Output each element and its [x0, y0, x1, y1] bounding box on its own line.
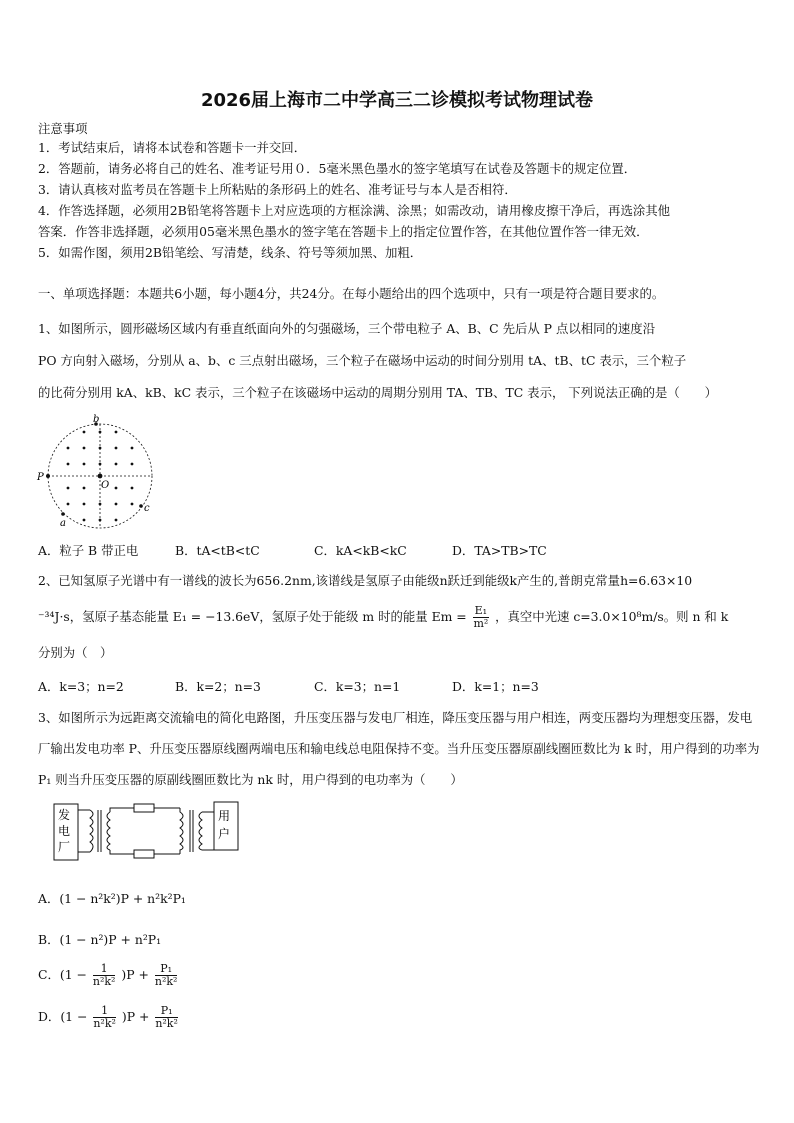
q2-text: ，真空中光速 c=3.0×10⁸m/s。则 n 和 k [495, 609, 729, 624]
q1-text: 1、如图所示，圆形磁场区域内有垂直纸面向外的匀强磁场，三个带电粒子 A、B、C 先后从 P 点以相同的速度沿 [38, 321, 656, 336]
fig-label: 厂 [58, 840, 71, 854]
energy-fraction [473, 605, 489, 630]
q2-option-b: B．k=2；n=3 [175, 679, 261, 694]
fraction [93, 963, 116, 988]
fraction-denominator: n²k² [92, 975, 116, 988]
fig-label: 发 [58, 808, 71, 822]
q3-option-b: B．(1 − n²)P + n²P₁ [38, 932, 162, 947]
q2-option-a: A．k=3；n=2 [38, 679, 124, 694]
q3-option-c [38, 963, 179, 988]
option-prefix: C．(1 − [38, 967, 87, 982]
option-mid: )P + [121, 967, 149, 982]
notice-heading: 注意事项 [38, 121, 88, 136]
notice-item: 1．考试结束后，请将本试卷和答题卡一并交回． [38, 140, 307, 155]
fraction-denominator: n²k² [154, 975, 178, 988]
fraction [93, 1005, 116, 1030]
q3-text: 3、如图所示为远距离交流输电的简化电路图，升压变压器与发电厂相连，降压变压器与用户相连，两变压器均为理想变压器，发电厂输出发电功率 P、升压变压器原线圈两端电压和输电线总电阻保持不变。当升压变压器原副线圈匝数比为 k 时，用户得到的功率为 P₁ 则当升压变压器的原副线圈匝数比为 nk 时，用户得到的电功率为（ ） [38, 710, 760, 787]
fraction-numerator: 1 [93, 1005, 116, 1018]
notice-item: 答案．作答非选择题，必须用05毫米黑色墨水的签字笔在答题卡上的指定位置作答，在其他位置作答一律无效． [38, 224, 649, 239]
q2-text-line2 [38, 605, 728, 630]
q1-option-c: C．kA<kB<kC [314, 543, 407, 558]
option-mid: )P + [121, 1009, 150, 1024]
q1-magnetic-field-figure [34, 410, 164, 530]
fraction-denominator: n²k² [155, 1017, 178, 1030]
label-o: O [101, 480, 110, 491]
fraction [155, 963, 178, 988]
q2-text: 2、已知氢原子光谱中有一谱线的波长为656.2nm,该谱线是氢原子由能级n跃迁到能级k产生的,普朗克常量h=6.63×10 [38, 573, 693, 588]
section-heading: 一、单项选择题：本题共6小题，每小题4分，共24分。在每小题给出的四个选项中，只有一项是符合题目要求的。 [38, 286, 665, 301]
fraction-numerator: E₁ [474, 604, 488, 617]
option-prefix: D．(1 − [38, 1009, 88, 1024]
fraction-numerator: P₁ [155, 963, 178, 976]
q3-option-d [38, 1005, 180, 1030]
q2-option-c: C．k=3；n=1 [314, 679, 401, 694]
notice-item: 5．如需作图，须用2B铅笔绘、写清楚，线条、符号等须加黑、加粗． [38, 245, 423, 260]
fraction-numerator: P₁ [155, 1005, 178, 1018]
fig-label: 用 [218, 809, 231, 823]
transmission-circuit-figure [52, 800, 262, 862]
q1-text: PO 方向射入磁场，分别从 a、b、c 三点射出磁场，三个粒子在磁场中运动的时间分别用 tA、tB、tC 表示，三个粒子 [38, 353, 687, 368]
notice-item: 2．答题前，请务必将自己的姓名、准考证号用０．5毫米黑色墨水的签字笔填写在试卷及答题卡的规定位置． [38, 161, 637, 176]
q2-text: ⁻³⁴J·s，氢原子基态能量 E₁ = −13.6eV，氢原子处于能级 m 时的能量 Em = [38, 609, 467, 624]
q2-text: 分别为（ ） [38, 645, 113, 660]
label-a: a [60, 518, 66, 529]
q1-option-d: D．TA>TB>TC [452, 543, 547, 558]
q3-option-a: A．(1 − n²k²)P + n²k²P₁ [38, 891, 186, 906]
fraction-numerator: 1 [93, 963, 116, 976]
fig-label: 电 [58, 824, 71, 838]
fraction [155, 1005, 178, 1030]
q1-option-a: A．粒子 B 带正电 [38, 543, 139, 558]
q1-option-b: B．tA<tB<tC [175, 543, 260, 558]
notice-item: 4．作答选择题，必须用2B铅笔将答题卡上对应选项的方框涂满、涂黑；如需改动，请用橡皮擦干净后，再选涂其他 [38, 203, 671, 218]
label-c: c [144, 503, 150, 514]
fraction-denominator: n²k² [93, 1017, 116, 1030]
label-p: P [37, 472, 44, 483]
fraction-denominator: m² [473, 617, 489, 630]
q2-option-d: D．k=1；n=3 [452, 679, 539, 694]
label-b: b [93, 414, 100, 425]
notice-item: 3．请认真核对监考员在答题卡上所粘贴的条形码上的姓名、准考证号与本人是否相符． [38, 182, 517, 197]
page-title: 2026届上海市二中学高三二诊模拟考试物理试卷 [200, 90, 594, 111]
fig-label: 户 [218, 827, 231, 841]
q1-text: 的比荷分别用 kA、kB、kC 表示，三个粒子在该磁场中运动的周期分别用 TA、TB、TC 表示， 下列说法正确的是（ ） [38, 385, 717, 400]
